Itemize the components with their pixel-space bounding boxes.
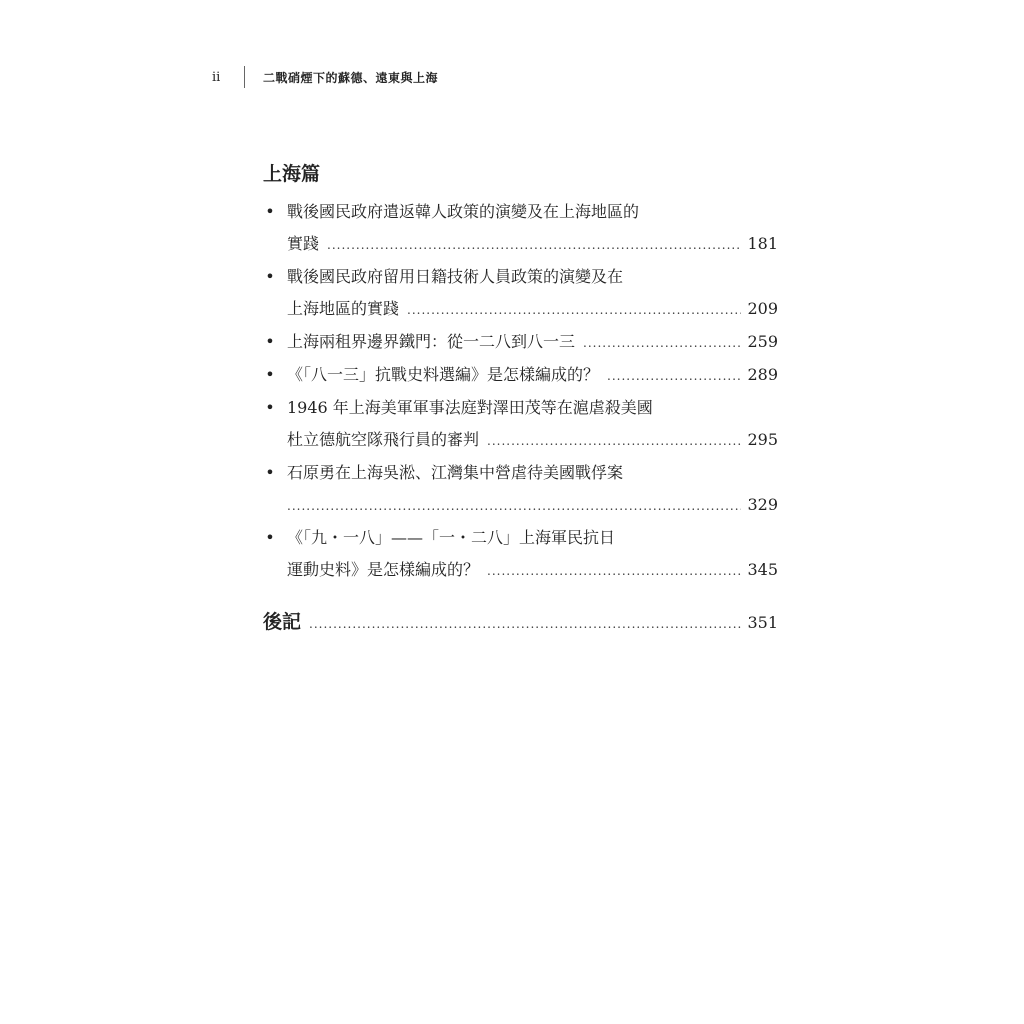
toc-entry[interactable] [263,326,778,359]
toc-entry-final-line [287,424,778,457]
toc-entry[interactable] [263,392,778,457]
toc-entry-title-line: 石原勇在上海吳淞、江灣集中營虐待美國戰俘案 [287,463,624,482]
toc-list [263,196,778,587]
afterword-page-number: 351 [747,613,778,632]
bullet-icon: • [265,202,275,221]
dot-leader [309,608,741,640]
toc-entry[interactable] [263,522,778,587]
header-divider [244,66,245,88]
dot-leader [583,327,741,359]
toc-entry-final-line [287,359,778,392]
section-title: 上海篇 [263,163,321,185]
toc-entry-title-line: 1946 年上海美軍軍事法庭對澤田茂等在滬虐殺美國 [287,398,653,417]
toc-entry[interactable] [263,196,778,261]
toc-entry-page-number: 209 [747,299,778,318]
toc-entry-title-line: 《「八一三」抗戰史料選編》是怎樣編成的？ [287,365,600,384]
dot-leader [287,490,741,522]
bullet-icon: • [265,267,275,286]
dot-leader [487,425,741,457]
toc-entry-page-number: 329 [747,495,778,514]
toc-entry-final-line [287,326,778,359]
dot-leader [487,555,741,587]
toc-entry-page-number: 259 [747,332,778,351]
bullet-icon: • [265,463,275,482]
toc-entry-title-line: 戰後國民政府留用日籍技術人員政策的演變及在 [287,267,624,286]
toc-entry[interactable] [263,261,778,326]
toc-entry[interactable] [263,457,778,522]
toc-entry-final-line [287,228,778,261]
toc-entry-afterword[interactable] [263,606,778,640]
toc-entry-title-line: 杜立德航空隊飛行員的審判 [287,430,480,449]
bullet-icon: • [265,528,275,547]
dot-leader [607,360,741,392]
toc-entry-title-line: 《「九・一八」——「一・二八」上海軍民抗日 [287,528,616,547]
dot-leader [407,294,741,326]
afterword-title: 後記 [263,611,302,633]
toc-entry-title-line: 上海兩租界邊界鐵門：從一二八到八一三 [287,332,576,351]
toc-entry-final-line [287,554,778,587]
toc-entry-page-number: 181 [747,234,778,253]
running-head: 二戰硝煙下的蘇德、遠東與上海 [263,71,439,85]
toc-entry-page-number: 289 [747,365,778,384]
toc-entry-page-number: 295 [747,430,778,449]
toc-entry-final-line [287,293,778,326]
dot-leader [327,229,741,261]
bullet-icon: • [265,332,275,351]
toc-entry-title-line: 上海地區的實踐 [287,299,400,318]
toc-entry-title-line: 戰後國民政府遣返韓人政策的演變及在上海地區的 [287,202,640,221]
toc-entry-title-line: 實踐 [287,234,320,253]
toc-entry[interactable] [263,359,778,392]
page-number: ii [212,70,221,85]
toc-entry-final-line [287,489,778,522]
bullet-icon: • [265,365,275,384]
toc-entry-page-number: 345 [747,560,778,579]
bullet-icon: • [265,398,275,417]
toc-entry-title-line: 運動史料》是怎樣編成的？ [287,560,480,579]
